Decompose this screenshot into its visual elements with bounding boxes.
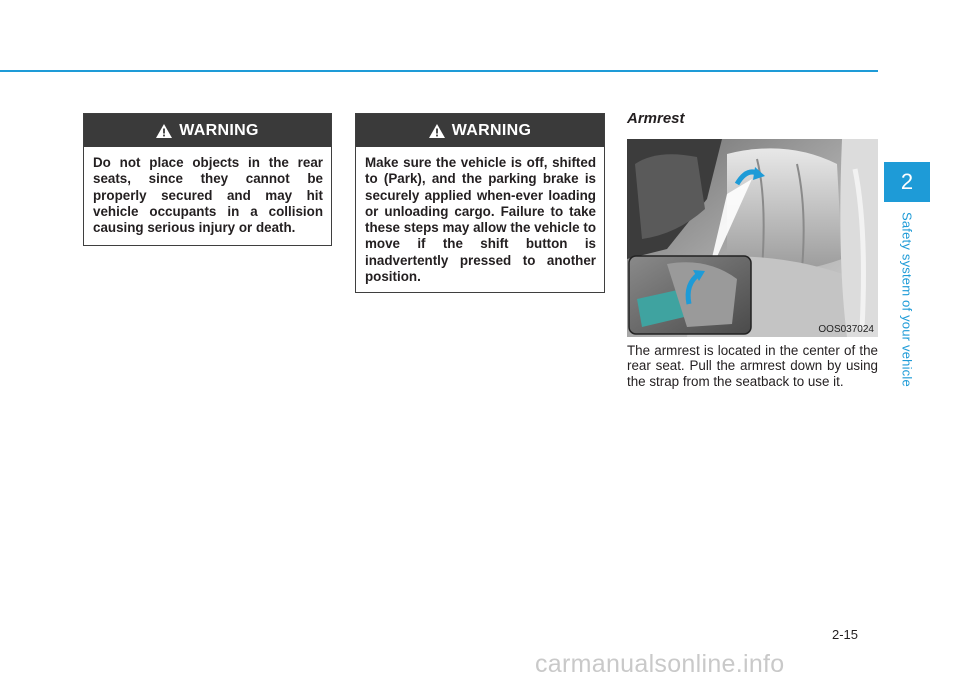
chapter-number-tab: 2 <box>884 162 930 202</box>
warning-triangle-icon <box>156 124 172 138</box>
warning-text: Do not place objects in the rear seats, since they cannot be properly secured and may hit vehicle occupants in a collision causing serious injury or death. <box>93 155 323 236</box>
warning-heading: WARNING <box>179 121 259 139</box>
armrest-photo <box>627 139 878 337</box>
warning-heading: WARNING <box>451 121 532 139</box>
warning-header <box>356 114 604 147</box>
armrest-description: The armrest is located in the center of the rear seat. Pull the armrest down by using the strap from the seatback to use it. <box>627 343 878 389</box>
section-title: Armrest <box>627 110 685 127</box>
chapter-label: Safety system of your vehicle <box>899 212 915 387</box>
page-number: 2-15 <box>832 627 859 642</box>
warning-header <box>84 114 331 147</box>
watermark: carmanualsonline.info <box>535 650 785 678</box>
warning-text: Make sure the vehicle is off, shifted to (Park), and the parking brake is securely applied when-ever loading or unloading cargo. Failure to take these steps may allow the vehicle to move if the shift button is inadvertently pressed to another position. <box>365 155 596 285</box>
image-code: OOS037024 <box>818 324 874 335</box>
warning-box-2 <box>355 113 605 293</box>
warning-triangle-icon <box>429 124 445 138</box>
rear-seat-illustration <box>627 139 878 337</box>
header-rule <box>0 70 878 72</box>
warning-box-1 <box>83 113 332 246</box>
